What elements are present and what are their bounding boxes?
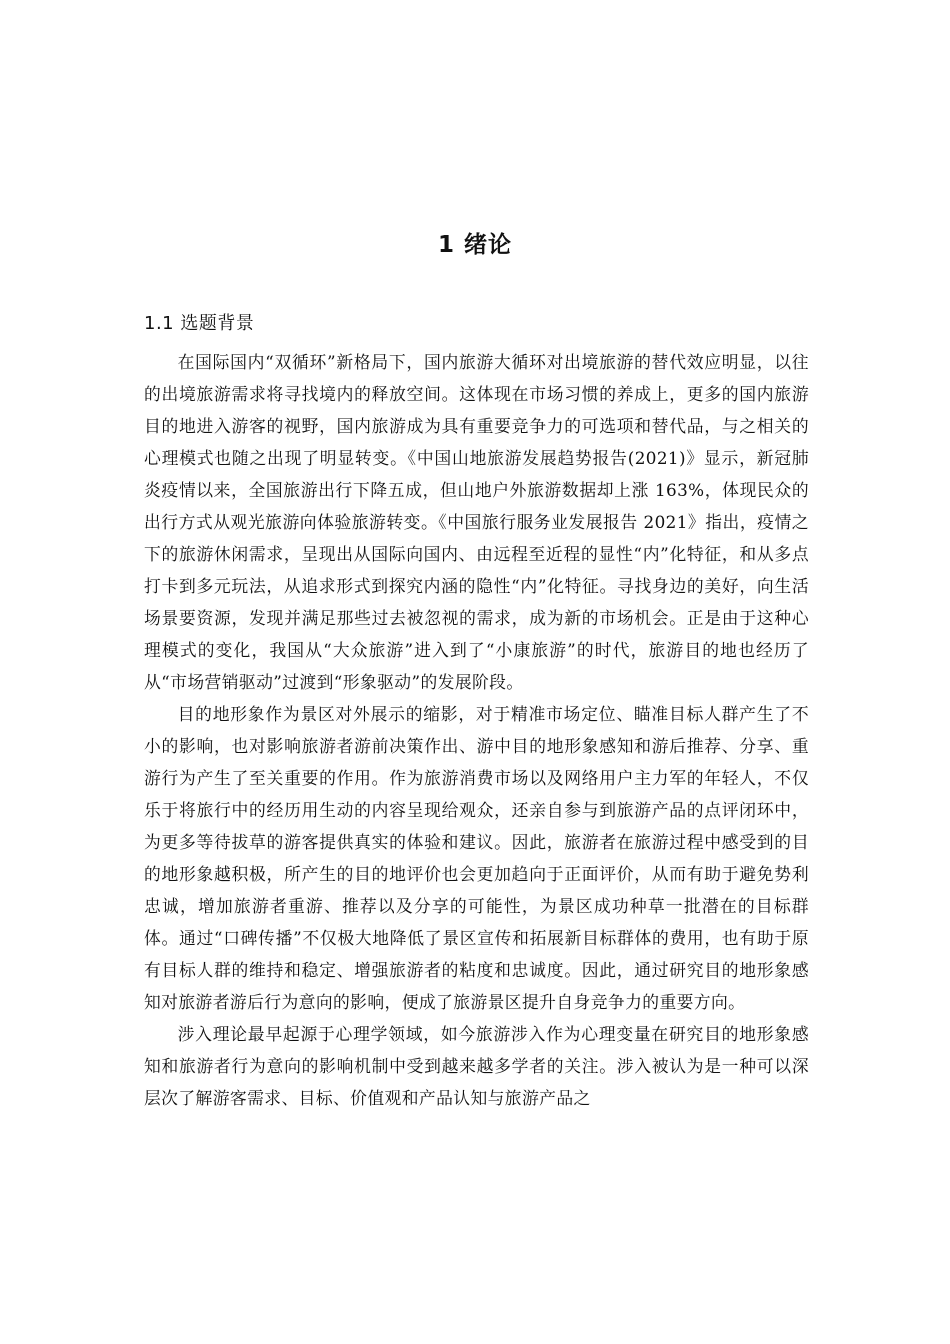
paragraph: 在国际国内“双循环”新格局下，国内旅游大循环对出境旅游的替代效应明显，以往的出境旅游需求将寻找境内的释放空间。这体现在市场习惯的养成上，更多的国内旅游目的地进入游客的视野，国内旅游成为具有重要竞争力的可选项和替代品，与之相关的心理模式也随之出现了明显转变。《中国山地旅游发展趋势报告(2021)》显示，新冠肺炎疫情以来，全国旅游出行下降五成，但山地户外旅游数据却上涨 163%，体现民众的出行方式从观光旅游向体验旅游转变。《中国旅行服务业发展报告 2021》指出，疫情之下的旅游休闲需求，呈现出从国际向国内、由远程至近程的显性“内”化特征，和从多点打卡到多元玩法，从追求形式到探究内涵的隐性“内”化特征。寻找身边的美好，向生活场景要资源，发现并满足那些过去被忽视的需求，成为新的市场机会。正是由于这种心理模式的变化，我国从“大众旅游”进入到了“小康旅游”的时代，旅游目的地也经历了从“市场营销驱动”过渡到“形象驱动”的发展阶段。: [144, 352, 809, 692]
section-heading: 1.1 选题背景: [144, 313, 255, 334]
paragraph: 目的地形象作为景区对外展示的缩影，对于精准市场定位、瞄准目标人群产生了不小的影响，也对影响旅游者游前决策作出、游中目的地形象感知和游后推荐、分享、重游行为产生了至关重要的作用。作为旅游消费市场以及网络用户主力军的年轻人，不仅乐于将旅行中的经历用生动的内容呈现给观众，还亲自参与到旅游产品的点评闭环中，为更多等待拔草的游客提供真实的体验和建议。因此，旅游者在旅游过程中感受到的目的地形象越积极，所产生的目的地评价也会更加趋向于正面评价，从而有助于避免势利忠诚，增加旅游者重游、推荐以及分享的可能性，为景区成功种草一批潜在的目标群体。通过“口碑传播”不仅极大地降低了景区宣传和拓展新目标群体的费用，也有助于原有目标人群的维持和稳定、增强旅游者的粘度和忠诚度。因此，通过研究目的地形象感知对旅游者游后行为意向的影响，便成了旅游景区提升自身竞争力的重要方向。: [144, 704, 809, 1012]
chapter-title: 1 绪论: [437, 232, 512, 258]
body-text: [144, 346, 809, 1114]
paragraph: 涉入理论最早起源于心理学领域，如今旅游涉入作为心理变量在研究目的地形象感知和旅游者行为意向的影响机制中受到越来越多学者的关注。涉入被认为是一种可以深层次了解游客需求、目标、价值观和产品认知与旅游产品之: [144, 1024, 809, 1108]
